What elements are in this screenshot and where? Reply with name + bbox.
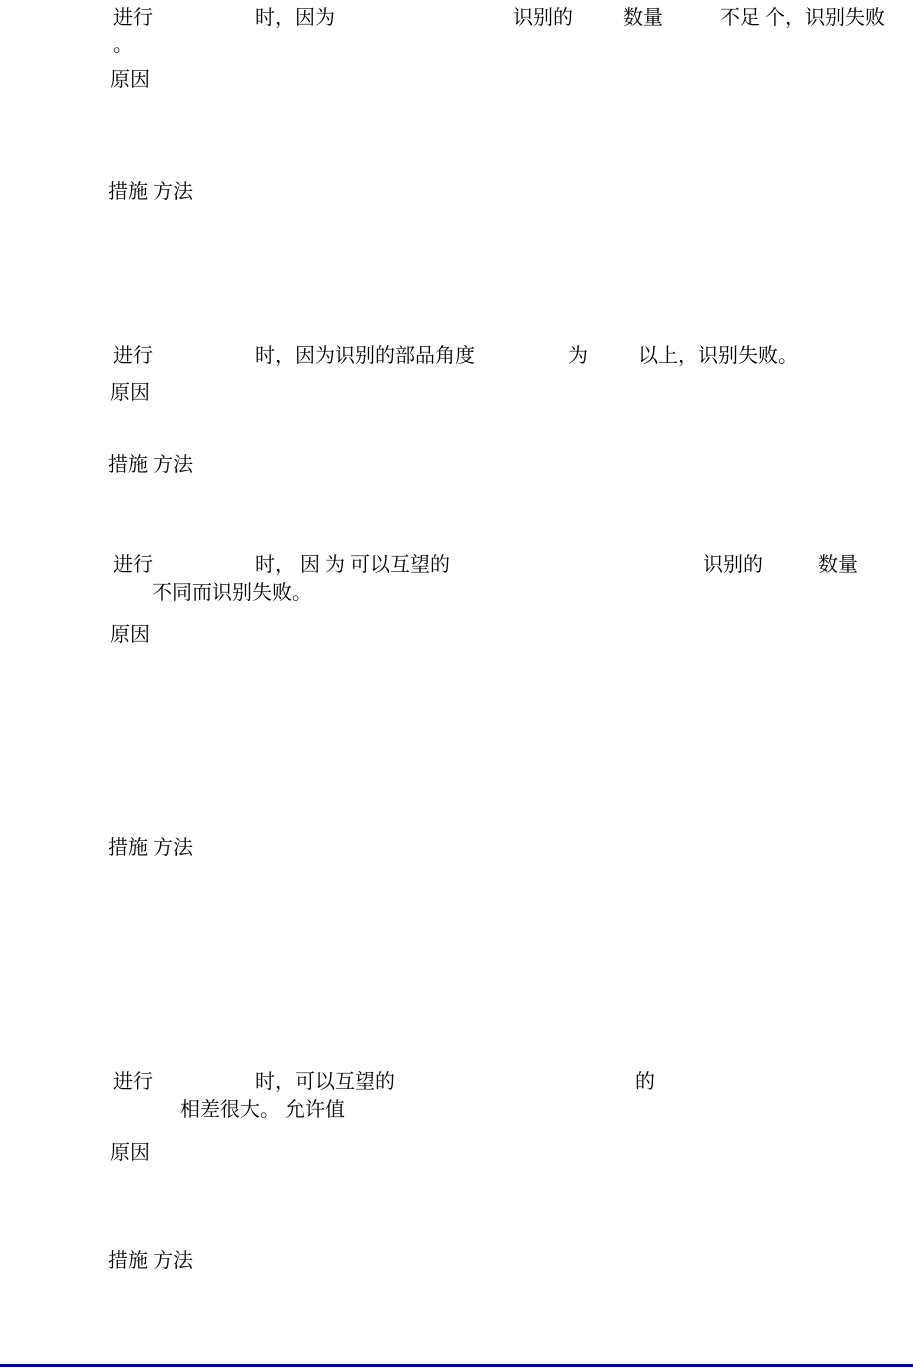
problem2-run-jiaodu: 时，因为识别的部品角度 xyxy=(255,345,475,367)
problem2-run-wei: 为 xyxy=(568,345,588,367)
problem2-run-yishang: 以上，识别失败。 xyxy=(638,345,798,367)
cause-label-2: 原因 xyxy=(110,382,150,404)
measure-label-4: 措施 方法 xyxy=(108,1250,193,1272)
problem3-run-shuliang: 数量 xyxy=(818,554,858,576)
problem4-run-jinxing: 进行 xyxy=(113,1071,153,1093)
cause-label-3: 原因 xyxy=(110,624,150,646)
problem4-run-de: 的 xyxy=(635,1071,655,1093)
problem3-line2: 不同而识别失败。 xyxy=(152,582,312,604)
problem3-run-shibiede: 识别的 xyxy=(703,554,763,576)
measure-label-2: 措施 方法 xyxy=(108,454,193,476)
problem1-run-jinxing: 进行 xyxy=(113,7,153,29)
problem4-line2: 相差很大。 允许值 xyxy=(180,1099,345,1121)
measure-label-3: 措施 方法 xyxy=(108,837,193,859)
problem1-line2: 。 xyxy=(113,34,133,56)
footer-divider xyxy=(0,1364,913,1367)
problem1-run-shibiede: 识别的 xyxy=(513,7,573,29)
cause-label-1: 原因 xyxy=(110,69,150,91)
problem4-run-huwang: 时，可以互望的 xyxy=(255,1071,395,1093)
problem3-run-huwang: 时， 因 为 可以互望的 xyxy=(255,554,450,576)
problem1-run-buzu: 不足 个，识别失败 xyxy=(720,7,885,29)
cause-label-4: 原因 xyxy=(110,1142,150,1164)
problem3-run-jinxing: 进行 xyxy=(113,554,153,576)
problem1-run-shuliang: 数量 xyxy=(623,7,663,29)
problem2-run-jinxing: 进行 xyxy=(113,345,153,367)
problem1-run-shiyinwei: 时，因为 xyxy=(255,7,335,29)
measure-label-1: 措施 方法 xyxy=(108,181,193,203)
